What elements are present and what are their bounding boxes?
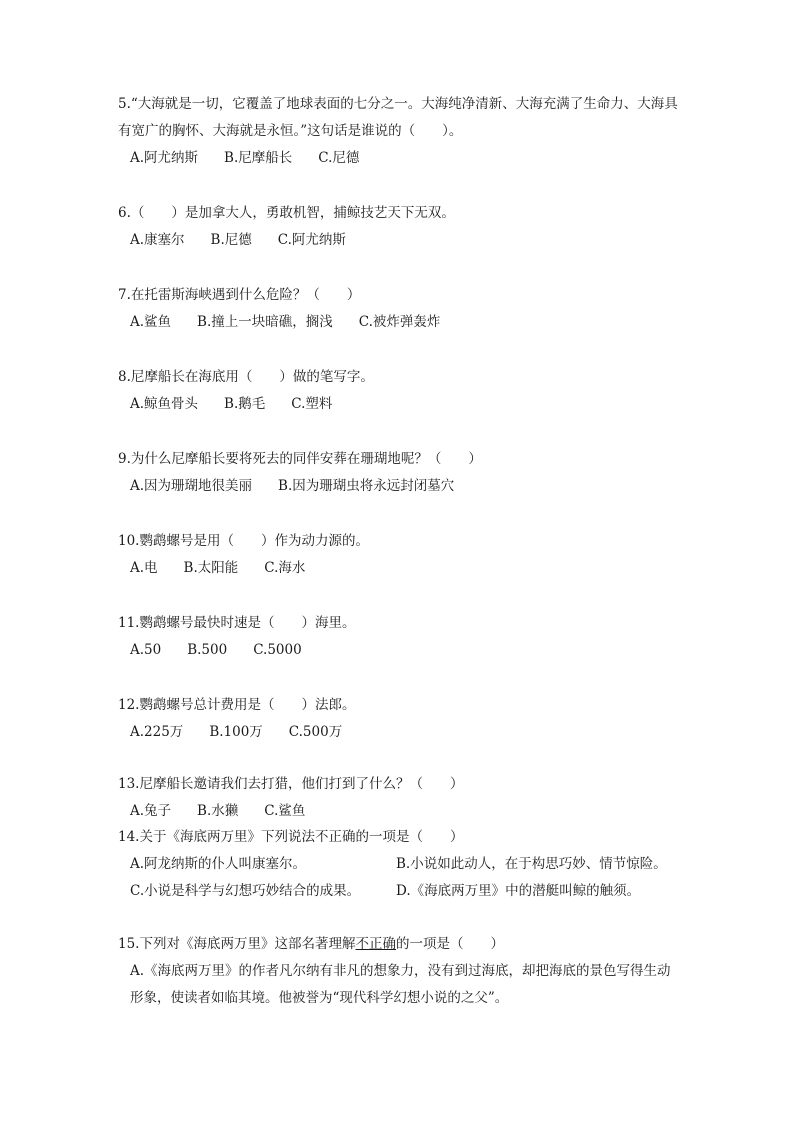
question-9-options — [118, 473, 684, 500]
question-7 — [118, 282, 684, 336]
question-15-option-a: A.《海底两万里》的作者凡尔纳有非凡的想象力，没有到过海底，却把海底的景色写得生动形象，使读者如临其境。他被誉为“现代科学幻想小说的之父”。 — [130, 963, 671, 1006]
question-11-options — [118, 637, 684, 664]
question-9-stem: 9.为什么尼摩船长要将死去的同伴安葬在珊瑚地呢？（ ） — [118, 451, 482, 467]
question-10-option-b: B.太阳能 — [183, 560, 239, 576]
question-8-option-b: B.鹅毛 — [224, 396, 266, 412]
question-13-stem: 13.尼摩船长邀请我们去打猎，他们打到了什么？（ ） — [118, 776, 464, 792]
question-7-option-a: A.鲨鱼 — [130, 314, 172, 330]
question-14-option-b: B.小说如此动人，在于构思巧妙、情节惊险。 — [396, 856, 667, 872]
question-8-stem: 8.尼摩船长在海底用（ ）做的笔写字。 — [118, 369, 374, 385]
question-9-option-a: A.因为珊瑚地很美丽 — [130, 478, 253, 494]
question-10 — [118, 528, 684, 582]
question-11-option-c: C.5000 — [253, 642, 302, 658]
question-15 — [118, 931, 684, 1012]
question-7-options — [118, 309, 684, 336]
question-15-stem-underlined: 不正确 — [355, 936, 396, 952]
question-7-stem: 7.在托雷斯海峡遇到什么危险？（ ） — [118, 287, 361, 303]
question-15-stem — [118, 931, 684, 958]
question-15-stem-after: 的一项是（ ） — [395, 936, 504, 952]
question-5-options — [118, 145, 684, 172]
question-14-options-row-2 — [118, 878, 684, 905]
question-14-option-d: D.《海底两万里》中的潜艇叫鲸的触须。 — [396, 883, 641, 899]
question-13 — [118, 771, 684, 825]
question-14-option-a: A.阿龙纳斯的仆人叫康塞尔。 — [130, 856, 307, 872]
question-10-option-a: A.电 — [130, 560, 158, 576]
question-13-option-a: A.兔子 — [130, 803, 172, 819]
question-11-stem: 11.鹦鹉螺号最快时速是（ ）海里。 — [118, 615, 356, 631]
question-6-stem: 6.（ ）是加拿大人，勇敢机智，捕鲸技艺天下无双。 — [118, 205, 455, 221]
question-5-option-b: B.尼摩船长 — [224, 150, 293, 166]
question-13-option-b: B.水獭 — [197, 803, 239, 819]
question-9-option-b: B.因为珊瑚虫将永远封闭墓穴 — [278, 478, 455, 494]
question-13-options — [118, 798, 684, 825]
question-12-options — [118, 719, 684, 746]
question-12-option-b: B.100万 — [209, 724, 263, 740]
question-8-options — [118, 391, 684, 418]
question-12-option-a: A.225万 — [130, 724, 184, 740]
question-14-option-c: C.小说是科学与幻想巧妙结合的成果。 — [130, 883, 361, 899]
question-13-option-c: C.鲨鱼 — [264, 803, 306, 819]
question-14 — [118, 824, 684, 905]
question-7-option-c: C.被炸弹轰炸 — [358, 314, 441, 330]
question-8 — [118, 364, 684, 418]
question-12-option-c: C.500万 — [288, 724, 343, 740]
question-10-stem: 10.鹦鹉螺号是用（ ）作为动力源的。 — [118, 533, 369, 549]
question-11 — [118, 610, 684, 664]
question-14-stem: 14.关于《海底两万里》下列说法不正确的一项是（ ） — [118, 829, 464, 845]
question-8-option-a: A.鲸鱼骨头 — [130, 396, 199, 412]
question-5-option-c: C.尼德 — [318, 150, 360, 166]
question-5-stem: 5.“大海就是一切，它覆盖了地球表面的七分之一。大海纯净清新、大海充满了生命力、大海具有宽广的胸怀、大海就是永恒。”这句话是谁说的（ ）。 — [118, 96, 678, 139]
question-11-option-a: A.50 — [130, 642, 162, 658]
question-5 — [118, 91, 684, 172]
question-12 — [118, 692, 684, 746]
question-9 — [118, 446, 684, 500]
question-6-option-a: A.康塞尔 — [130, 232, 185, 248]
question-10-option-c: C.海水 — [264, 560, 306, 576]
question-15-stem-before: 15.下列对《海底两万里》这部名著理解 — [118, 936, 356, 952]
question-7-option-b: B.撞上一块暗礁，搁浅 — [197, 314, 333, 330]
question-6 — [118, 200, 684, 254]
question-8-option-c: C.塑料 — [291, 396, 333, 412]
question-10-options — [118, 555, 684, 582]
question-11-option-b: B.500 — [187, 642, 228, 658]
question-6-option-b: B.尼德 — [210, 232, 252, 248]
question-14-options-row-1 — [118, 851, 684, 878]
question-6-option-c: C.阿尤纳斯 — [277, 232, 346, 248]
question-5-option-a: A.阿尤纳斯 — [130, 150, 199, 166]
question-12-stem: 12.鹦鹉螺号总计费用是（ ）法郎。 — [118, 697, 356, 713]
question-6-options — [118, 227, 684, 254]
